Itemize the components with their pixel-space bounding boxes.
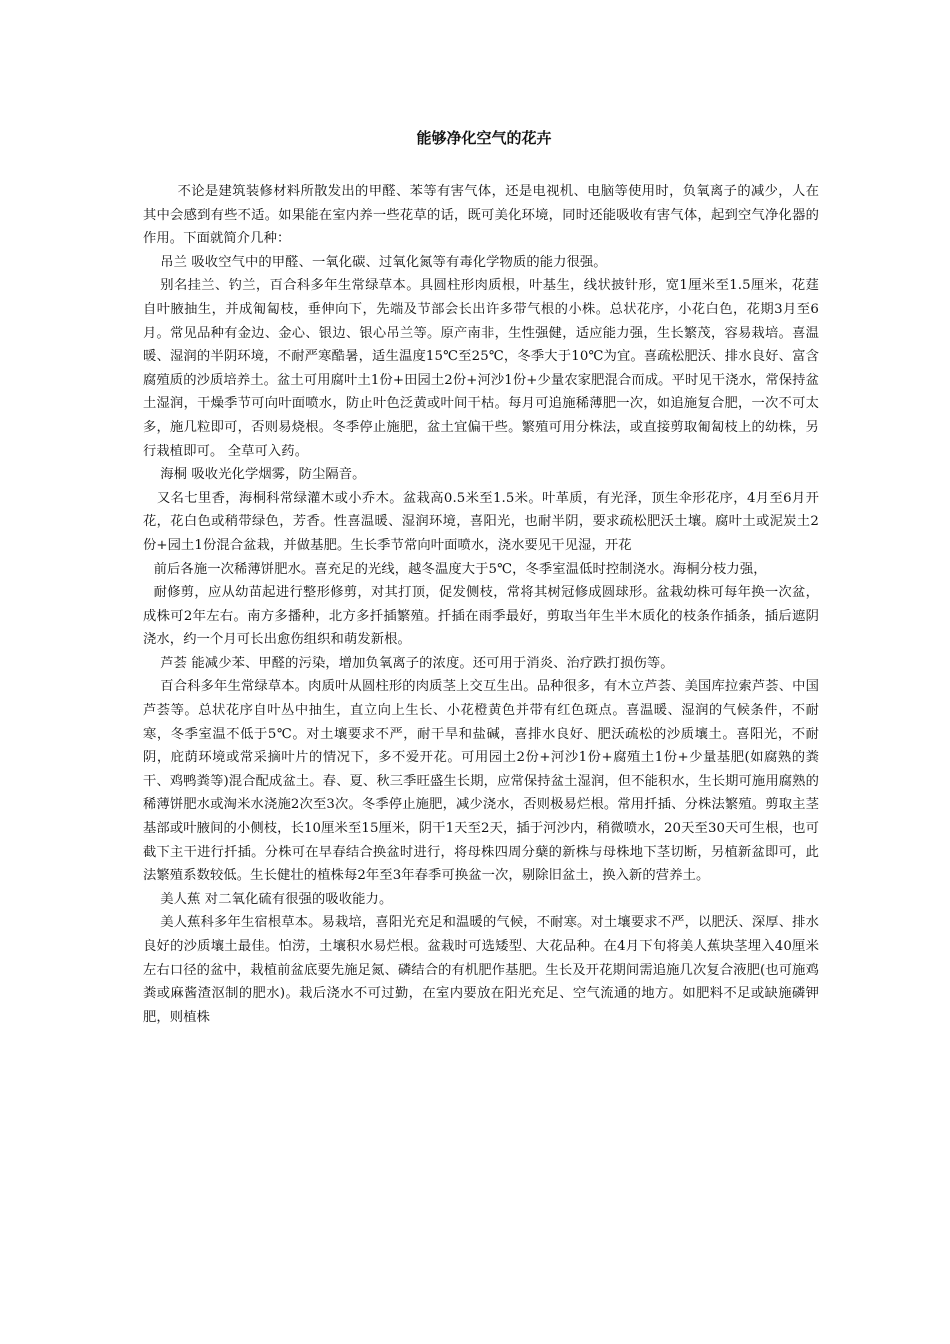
paragraph-canna-body: 美人蕉科多年生宿根草本。易栽培，喜阳光充足和温暖的气候，不耐寒。对土壤要求不严，以肥沃、深厚、排水良好的沙质壤土最佳。怕涝，土壤积水易烂根。盆栽时可选矮型、大花品种。在4月下旬将美人蕉块茎埋入40厘米左右口径的盆中，栽植前盆底要先施足氮、磷结合的有机肥作基肥。生长及开花期间需追施几次复合液肥(也可施鸡粪或麻酱渣沤制的肥水)。栽后浇水不可过勤，在室内要放在阳光充足、空气流通的地方。如肥料不足或缺施磷钾肥，则植株: [143, 915, 819, 1025]
paragraph-spider-plant-body: 别名挂兰、钓兰，百合科多年生常绿草本。具圆柱形肉质根，叶基生，线状披针形，宽1厘米至1.5厘米，花莛自叶腋抽生，并成匍匐枝，垂伸向下，先端及节部会长出许多带气根的小株。总状花序，小花白色，花期3月至6月。常见品种有金边、金心、银边、银心吊兰等。原产南非，生性强健，适应能力强，生长繁茂，容易栽培。喜温暖、湿润的半阴环境，不耐严寒酷暑，适生温度15℃至25℃，冬季大于10℃为宜。喜疏松肥沃、排水良好、富含腐殖质的沙质培养土。盆土可用腐叶土1份+田园土2份+河沙1份+少量农家肥混合而成。平时见干浇水，常保持盆土湿润，干燥季节可向叶面喷水，防止叶色泛黄或叶间干枯。每月可追施稀薄肥一次，如追施复合肥，一次不可太多，施几粒即可，否则易烧根。冬季停止施肥，盆土宜偏干些。繁殖可用分株法，或直接剪取匍匐枝上的幼株，另行栽植即可。 全草可入药。: [143, 278, 819, 459]
paragraph-aloe-heading: 芦荟 能减少苯、甲醛的污染，增加负氧离子的浓度。还可用于消炎、治疗跌打损伤等。: [160, 655, 674, 671]
document-body: [143, 180, 819, 1029]
paragraph-canna-heading: 美人蕉 对二氧化硫有很强的吸收能力。: [160, 891, 393, 907]
document-title: 能够净化空气的花卉: [416, 129, 552, 147]
paragraph-pittosporum-body-2: 前后各施一次稀薄饼肥水。喜充足的光线，越冬温度大于5℃，冬季室温低时控制浇水。海桐分枝力强，: [153, 561, 767, 577]
paragraph-spider-plant-heading: 吊兰 吸收空气中的甲醛、一氧化碳、过氧化氮等有毒化学物质的能力很强。: [160, 254, 607, 270]
document-page: [143, 118, 819, 1029]
paragraph-pittosporum-body-3: 耐修剪，应从幼苗起进行整形修剪，对其打顶，促发侧枝，常将其树冠修成圆球形。盆栽幼株可每年换一次盆，成株可2年左右。南方多播种，北方多扦插繁殖。扦插在雨季最好，剪取当年生半木质化的枝条作插条，插后遮阴浇水，约一个月可长出愈伤组织和萌发新根。: [143, 585, 819, 648]
paragraph-intro: 不论是建筑装修材料所散发出的甲醛、苯等有害气体，还是电视机、电脑等使用时，负氧离子的减少，人在其中会感到有些不适。如果能在室内养一些花草的话，既可美化环境，同时还能吸收有害气体，起到空气净化器的作用。下面就简介几种：: [143, 184, 819, 247]
paragraph-aloe-body: 百合科多年生常绿草本。肉质叶从圆柱形的肉质茎上交互生出。品种很多，有木立芦荟、美国库拉索芦荟、中国芦荟等。总状花序自叶丛中抽生，直立向上生长、小花橙黄色并带有红色斑点。喜温暖、湿润的气候条件，不耐寒，冬季室温不低于5℃。对土壤要求不严，耐干旱和盐碱，喜排水良好、肥沃疏松的沙质壤土。喜阳光，不耐阴，庇荫环境或常采摘叶片的情况下，多不爱开花。可用园土2份+河沙1份+腐殖土1份+少量基肥(如腐熟的粪干、鸡鸭粪等)混合配成盆土。春、夏、秋三季旺盛生长期，应常保持盆土湿润，但不能积水，生长期可施用腐熟的稀薄饼肥水或淘米水浇施2次至3次。冬季停止施肥，减少浇水，否则极易烂根。常用扦插、分株法繁殖。剪取主茎基部或叶腋间的小侧枝，长10厘米至15厘米，阴干1天至2天，插于河沙内，稍微喷水，20天至30天可生根，也可截下主干进行扦插。分株可在早春结合换盆时进行，将母株四周分蘖的新株与母株地下茎切断，另植新盆即可，此法繁殖系数较低。生长健壮的植株每2年至3年春季可换盆一次，剔除旧盆土，换入新的营养土。: [143, 679, 819, 884]
paragraph-pittosporum-body-1: 又名七里香，海桐科常绿灌木或小乔木。盆栽高0.5米至1.5米。叶革质，有光泽，顶生伞形花序，4月至6月开花，花白色或稍带绿色，芳香。性喜温暖、湿润环境，喜阳光，也耐半阴，要求疏松肥沃土壤。腐叶土或泥炭土2份+园土1份混合盆栽，并做基肥。生长季节常向叶面喷水，浇水要见干见湿，开花: [143, 490, 819, 553]
paragraph-pittosporum-heading: 海桐 吸收光化学烟雾，防尘隔音。: [160, 467, 366, 483]
